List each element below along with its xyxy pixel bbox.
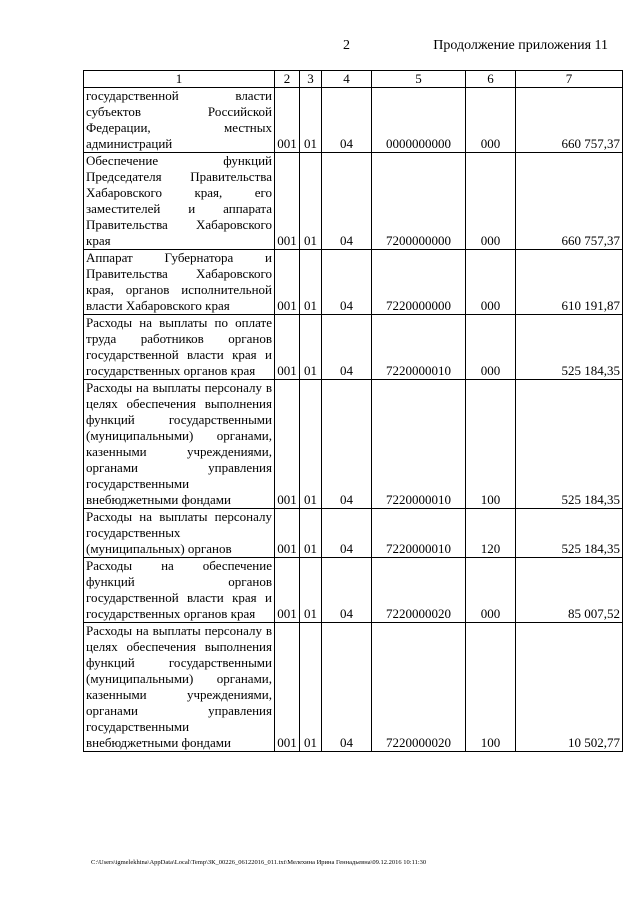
ministry-code: 001 [275, 380, 300, 509]
row-name: Расходы на выплаты по оплате труда работников органов государственной власти края и государственных органов края [84, 315, 275, 380]
subsection-code: 04 [322, 558, 372, 623]
target-code: 7220000010 [372, 380, 466, 509]
column-header: 3 [300, 71, 322, 88]
row-name: государственной власти субъектов Российской Федерации, местных администраций [84, 88, 275, 153]
footer-file-path: C:\Users\igmelekhina\AppData\Local\Temp\ЗК_00226_06122016_011.txt\Мелехина Ирина Геннадьевна\09.12.2016 10:11:30 [91, 859, 427, 866]
section-code: 01 [300, 623, 322, 752]
table-row [84, 623, 623, 752]
target-code: 7200000000 [372, 153, 466, 250]
table-row [84, 509, 623, 558]
row-name: Обеспечение функций Председателя Правительства Хабаровского края, его заместителей и аппарата Правительства Хабаровского края [84, 153, 275, 250]
subsection-code: 04 [322, 380, 372, 509]
row-name: Расходы на выплаты персоналу государственных (муниципальных) органов [84, 509, 275, 558]
subsection-code: 04 [322, 153, 372, 250]
section-code: 01 [300, 153, 322, 250]
amount: 525 184,35 [516, 380, 623, 509]
amount: 525 184,35 [516, 315, 623, 380]
target-code: 7220000000 [372, 250, 466, 315]
section-code: 01 [300, 558, 322, 623]
row-name: Расходы на выплаты персоналу в целях обеспечения выполнения функций государственными (муниципальными) органами, казенными учреждениями, органами управления государственными внебюджетными фондами [84, 380, 275, 509]
subsection-code: 04 [322, 509, 372, 558]
ministry-code: 001 [275, 558, 300, 623]
column-header: 7 [516, 71, 623, 88]
column-header: 1 [84, 71, 275, 88]
table-header-row [84, 71, 623, 88]
expense-type-code: 000 [466, 153, 516, 250]
expense-type-code: 100 [466, 380, 516, 509]
subsection-code: 04 [322, 623, 372, 752]
table-row [84, 88, 623, 153]
amount: 525 184,35 [516, 509, 623, 558]
target-code: 0000000000 [372, 88, 466, 153]
expense-type-code: 120 [466, 509, 516, 558]
expense-type-code: 000 [466, 558, 516, 623]
target-code: 7220000010 [372, 315, 466, 380]
amount: 610 191,87 [516, 250, 623, 315]
target-code: 7220000020 [372, 623, 466, 752]
amount: 85 007,52 [516, 558, 623, 623]
row-name: Расходы на обеспечение функций органов государственной власти края и государственных органов края [84, 558, 275, 623]
budget-table [83, 70, 623, 752]
section-code: 01 [300, 380, 322, 509]
section-code: 01 [300, 315, 322, 380]
ministry-code: 001 [275, 509, 300, 558]
ministry-code: 001 [275, 250, 300, 315]
section-code: 01 [300, 509, 322, 558]
expense-type-code: 100 [466, 623, 516, 752]
target-code: 7220000020 [372, 558, 466, 623]
column-header: 4 [322, 71, 372, 88]
subsection-code: 04 [322, 88, 372, 153]
table-row [84, 153, 623, 250]
subsection-code: 04 [322, 250, 372, 315]
table-row [84, 558, 623, 623]
ministry-code: 001 [275, 623, 300, 752]
continuation-label: Продолжение приложения 11 [433, 38, 608, 53]
column-header: 6 [466, 71, 516, 88]
amount: 660 757,37 [516, 88, 623, 153]
ministry-code: 001 [275, 153, 300, 250]
expense-type-code: 000 [466, 315, 516, 380]
ministry-code: 001 [275, 88, 300, 153]
table-row [84, 250, 623, 315]
section-code: 01 [300, 250, 322, 315]
column-header: 5 [372, 71, 466, 88]
target-code: 7220000010 [372, 509, 466, 558]
section-code: 01 [300, 88, 322, 153]
row-name: Аппарат Губернатора и Правительства Хабаровского края, органов исполнительной власти Хабаровского края [84, 250, 275, 315]
amount: 660 757,37 [516, 153, 623, 250]
table-row [84, 315, 623, 380]
page-number: 2 [343, 38, 350, 53]
table-row [84, 380, 623, 509]
column-header: 2 [275, 71, 300, 88]
expense-type-code: 000 [466, 88, 516, 153]
expense-type-code: 000 [466, 250, 516, 315]
amount: 10 502,77 [516, 623, 623, 752]
subsection-code: 04 [322, 315, 372, 380]
row-name: Расходы на выплаты персоналу в целях обеспечения выполнения функций государственными (муниципальными) органами, казенными учреждениями, органами управления государственными внебюджетными фондами [84, 623, 275, 752]
ministry-code: 001 [275, 315, 300, 380]
